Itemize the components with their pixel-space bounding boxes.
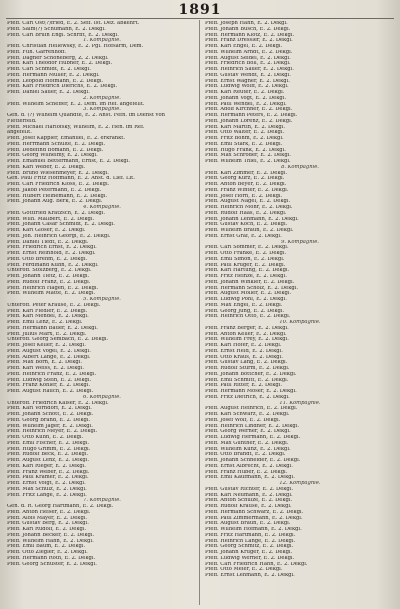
list-entry: Pfeff. Ludwig Wolff, E. 2. Dekgl. [205, 84, 289, 90]
list-entry: Pfeff. Johann Lorenz, E. 2. Dekgl. [205, 118, 293, 124]
list-entry: Pfeff. Wilhelm Thiel, E. 2. Dekgl. [205, 159, 291, 164]
list-entry: Pfeff. Carl Friedrich Hahn, E. 2. Dekgl. [205, 561, 308, 567]
list-entry: Pfeff. Johann Böttcher, E. 2. Dekgl. [205, 371, 297, 377]
list-entry: Pfeff. Michael Harlofsky, Wilhelm, E. 2. Hen. im Ref. [7, 124, 145, 130]
list-entry: Pfeff. August Braun, E. 2. Dekgl. [205, 521, 291, 527]
list-entry: Pfeff. Karl Rudolf, E. 2. Dekgl. [7, 527, 87, 532]
list-entry: Pfeff. Paul Ritter, E. 2. Dekgl. [205, 383, 282, 389]
list-entry: Pfeff. Friedrich Ernst, E. 2. Dekgl. [7, 245, 97, 251]
list-entry: Pfeff. Franz Berger, E. 2. Dekgl. [205, 325, 289, 331]
list-entry: Pfeff. Carl Schmidt, E. 2. Dekgl. [7, 67, 91, 72]
list-entry: Pfeff. Wilhelm Braun, E. 2. Dekgl. [205, 228, 294, 233]
list-entry: Pfeff. Ernst Wagner, E. 2. Dekgl. [205, 78, 290, 84]
list-entry: Pfeff. Johann Vogt, E. 2. Dekgl. [205, 95, 287, 101]
list-entry: Pfeff. Carl Ost(?)fried, E. 2. Seif. Ist. Dez. abkehrt. [7, 21, 140, 26]
list-entry: Pfeff. August Rauch, E. 2. Dekgl. [7, 389, 94, 394]
list-entry: Unteroff. Friedrich Kaiser, E. 2. Dekgl. [7, 400, 109, 406]
list-entry: Pfeff. Josef Kappler, Emanuel, E. 2. erkrankt. [7, 136, 126, 141]
list-entry: Pfeff. Wilhelm Arndt, E. 2. Dekgl. [205, 49, 293, 55]
list-entry: Pfeff. Ferdinand Kühn, E. 2. Dekgl. [7, 262, 99, 268]
list-entry: Pfeff. Gustav Berg, E. 2. Dekgl. [7, 521, 89, 527]
list-entry: Pfeff. Franz Weber, E. 2. Dekgl. [7, 469, 90, 475]
list-entry: Pfeff. Karl Gloser, E. 2. Dekgl. [7, 228, 86, 233]
list-entry: Pfeff. Karl Reuter, E. 2. Dekgl. [205, 90, 285, 95]
list-entry: Pfeff. Gustav Koch, E. 2. Dekgl. [205, 222, 288, 228]
list-entry: Pfeff. Johann Schott, E. 2. Dekgl. [7, 412, 94, 417]
list-entry: Pfeff. Max Schröder, E. 2. Dekgl. [205, 153, 291, 159]
list-entry: Pfeff. Paul Krüger, E. 2. Dekgl. [205, 262, 286, 268]
list-entry: Pfeff. Rudolf Franz, E. 2. Dekgl. [7, 279, 91, 285]
list-entry: Pfeff. Leopold Hofmann, E. 2. Dekgl. [7, 78, 104, 84]
list-entry: Pfeff. Carl Friedrich Kloss, E. 2. Dekgl. [7, 182, 110, 187]
list-entry: Pfeff. Gustav Lang, E. 2. Dekgl. [205, 360, 288, 366]
list-entry: Pfeff. Herrmann Schulte, E. 2. Dekgl. [7, 141, 106, 147]
list-entry: Pfeff. Otto Meier, E. 2. Dekgl. [205, 567, 283, 573]
list-entry: Pfeff. August Heinrich, E. 2. Dekgl. [205, 406, 298, 412]
list-entry: Pfeff. Ludwig Stein, E. 2. Dekgl. [7, 377, 92, 383]
list-entry: Pfeff. August Lenz, E. 2. Dekgl. [7, 458, 89, 463]
list-entry: Unteroff. Stolzberg, E. 2. Dekgl. [7, 268, 92, 274]
list-entry: Pfeff. Heinrich Otto, E. 2. Dekgl. [205, 314, 291, 320]
list-entry: Pfeff. Max Engel, E. 2. Dekgl. [205, 302, 283, 308]
list-entry: Pfeff. Jakob Petermann, E. 2. Dekgl. [7, 187, 102, 193]
list-entry: Pfeff. August Nagel, E. 2. Dekgl. [205, 199, 291, 205]
list-entry: Pfeff. Ludwig Werner, E. 2. Dekgl. [205, 555, 295, 561]
list-entry: Pfeff. Franz Winter, E. 2. Dekgl. [205, 187, 289, 193]
list-entry: Pfeff. Karl Hartung, E. 2. Dekgl. [205, 268, 290, 274]
list-entry: Pfeff. Ludwig Pohl, E. 2. Dekgl. [205, 297, 287, 302]
list-entry: Pfeff. Hermann Müller, E. 2. Dekgl. [7, 72, 100, 78]
list-entry: Pfeff. Johann Busch, E. 2. Dekgl. [205, 26, 291, 32]
list-entry: Pfeff. Karl Rieger, E. 2. Dekgl. [7, 463, 86, 469]
list-entry: Pfeff. Heinrich Lange, E. 2. Dekgl. [205, 538, 296, 544]
list-entry: Pfeff. Karl Schwarz, E. 2. Dekgl. [205, 412, 290, 417]
list-entry: Pfeff. August Vogel, E. 2. Dekgl. [7, 348, 91, 354]
section-heading: 6. Kompagnie. [83, 394, 121, 400]
list-entry: Pfeff. Johann Becker, E. 2. Dekgl. [7, 532, 95, 538]
list-entry: Pfeff. Emil Kaufmann, E. 2. Dekgl. [205, 475, 295, 481]
list-entry: Pfeff. Karl Mendel, E. 2. Dekgl. [7, 314, 89, 320]
list-entry: Pfeff. Daniel Sauer, E. 2. Dekgl. [7, 90, 90, 95]
list-entry: Pfeff. Salm(?) Schumann, E. 2. Dekgl. [7, 26, 106, 32]
right-column [205, 21, 395, 601]
list-entry: Pfeff. Heinrich Sauer, E. 2. Dekgl. [205, 67, 294, 72]
list-entry: Pfeff. Georg Schuster, E. 2. Dekgl. [7, 561, 97, 567]
list-entry: Pfeff. Fritz Heinze, E. 2. Dekgl. [205, 274, 287, 279]
section-heading: 5. Kompagnie. [83, 297, 121, 302]
list-entry: Pfeff. Fritz Dietrich, E. 2. Dekgl. [205, 394, 290, 400]
list-entry: Pfeff. Bruno Wiesenmeyer, E. 2. Dekgl. [7, 170, 109, 176]
list-entry: Pfeff. Heinrich Meyer, E. 2. Dekgl. [7, 429, 98, 435]
list-entry: Pfeff. Heinrich Lindner, E. 2. Dekgl. [205, 423, 299, 429]
page-number: 1891 [178, 2, 222, 18]
list-entry: Pfeff. Rudolf Sturm, E. 2. Dekgl. [205, 366, 290, 371]
list-entry: Pfeff. Paul Zimmermann, E. 2. Dekgl. [205, 515, 303, 521]
list-entry: Pfeff. August Seidel, E. 2. Dekgl. [205, 55, 291, 61]
list-entry: Pfeff. Karl Hofer, E. 2. Dekgl. [205, 343, 282, 348]
list-entry: Pfeff. Karl Vorndorf, E. 2. Dekgl. [7, 406, 92, 412]
list-entry: Pfeff. Hermann Klotz, E. 2. Dekgl. [205, 32, 295, 38]
list-entry: Pfeff. Hermann Scholz, E. 2. Dekgl. [205, 285, 298, 291]
header-rule [6, 18, 394, 19]
list-entry: Pfeff. Carl Sommer, E. 2. Dekgl. [205, 245, 289, 251]
list-entry: Pfeff. Emil Fischer, E. 2. Dekgl. [7, 440, 90, 446]
list-entry: Pfeff. Karl Neumann, E. 2. Dekgl. [205, 492, 293, 498]
list-entry: Pfeff. Anton Beyer, E. 2. Dekgl. [205, 182, 287, 187]
list-entry: Pfeff. Albert Lange, E. 2. Dekgl. [7, 354, 91, 360]
list-entry: Pfeff. Gustav Wendt, E. 2. Dekgl. [205, 72, 291, 78]
list-entry: Pfeff. Wilhelm Hofmann, E. 2. Dekgl. [205, 527, 302, 532]
list-entry: Pfeff. Hugo Frank, E. 2. Dekgl. [205, 147, 286, 153]
section-heading: 11. Kompagnie. [279, 400, 321, 406]
list-entry: Pfeff. Karl Weiss, E. 2. Dekgl. [7, 366, 84, 371]
list-entry: Pfeff. Wilhelm Frey, E. 2. Dekgl. [205, 337, 289, 343]
list-entry: Gen. d. R. Georg Hartmann, E. 2. Dekgl. [7, 504, 114, 509]
list-entry: Pfeff. Fritz Hartmann, E. 2. Dekgl. [205, 532, 296, 538]
list-entry: Pfeff. Otto Kraus, E. 2. Dekgl. [205, 354, 283, 360]
list-entry: Pfeff. Alois Mayer, E. 2. Dekgl. [7, 515, 88, 521]
list-entry: Pfeff. Johann Schneider, E. 2. Dekgl. [205, 458, 301, 463]
list-entry: Pfeff. Paul Kramer, E. 2. Dekgl. [7, 475, 89, 481]
list-entry: Pfeff. Hermann Roth, E. 2. Dekgl. [7, 555, 96, 561]
column-divider [199, 20, 200, 605]
list-entry: Pfeff. Fuh. Garrenhoff. [7, 49, 67, 55]
list-entry: Pfeff. Johann Tietz, E. 2. Dekgl. [7, 274, 90, 279]
list-entry: Pfeff. Johann Winkler, E. 2. Dekgl. [205, 279, 295, 285]
list-entry: Pfeff. Wilhelm Jäger, E. 2. Dekgl. [7, 423, 93, 429]
list-entry: Pfeff. Julius Marx, E. 2. Dekgl. [7, 331, 87, 337]
list-entry: Pfeff. Gustav Richter, E. 2. Dekgl. [205, 486, 294, 492]
list-entry: Pfeff. Georg Wilhelmy, E. 2. Dekgl. [7, 153, 98, 159]
list-entry: Pfeff. Georg Kurz, E. 2. Dekgl. [205, 176, 285, 182]
list-entry: Pfeff. Anton Schulze, E. 2. Dekgl. [205, 498, 293, 504]
list-entry: Pfeff. Friedrich Boll, E. 2. Dekgl. [205, 61, 291, 67]
list-entry: Pfeff. Heinrich Mohr, E. 2. Dekgl. [205, 205, 293, 210]
list-entry: Pfeff. Rudolf Haas, E. 2. Dekgl. [205, 210, 287, 216]
list-entry: Pfeff. Rudolf Krause, E. 2. Dekgl. [205, 504, 292, 509]
list-entry: Pfeff. Fritz Böhm, E. 2. Dekgl. [205, 136, 284, 141]
list-entry: Pfeff. Karl Theodor Hübner, E. 2. Dekgl. [7, 61, 113, 67]
list-entry: Pfeff. Emil Baum, E. 2. Dekgl. [7, 544, 86, 550]
list-entry: Pfeff. Max Schulz, E. 2. Dekgl. [7, 486, 87, 492]
list-entry: Pfeff. Emil Lenz, E. 2. Dekgl. [7, 320, 83, 325]
list-entry: Pfeff. Otto Brehm, E. 2. Dekgl. [7, 256, 88, 262]
list-entry: Pfeff. Franz Köhler, E. 2. Dekgl. [7, 383, 90, 389]
list-entry: Pfeff. Wilhelm Kunz, E. 2. Dekgl. [205, 446, 291, 452]
list-entry: Pfeff. Ludwig Hermann, E. 2. Dekgl. [205, 435, 301, 440]
list-entry: Pfeff. Hermann Peters, E. 2. Dekgl. [205, 113, 298, 118]
list-entry: Pfeff. Emil Stark, E. 2. Dekgl. [205, 141, 283, 147]
list-entry: Pfeff. Otto Brandt, E. 2. Dekgl. [205, 452, 286, 458]
list-entry: Pfeff. Ernst Voigt, E. 2. Dekgl. [7, 481, 86, 486]
list-entry: Pfeff. Heinrich Hagen, E. 2. Dekgl. [7, 285, 99, 291]
list-entry: Fletterfeld. [7, 118, 37, 124]
list-entry: Pfeff. Otto Ziegler, E. 2. Dekgl. [7, 550, 88, 555]
list-entry: Pfeff. August Möller, E. 2. Dekgl. [205, 291, 292, 297]
list-entry: Pfeff. Joseph Hahn, E. 2. Dekgl. [205, 21, 288, 26]
list-entry: Pfeff. Hermann Schwarz, E. 2. Dekgl. [205, 509, 304, 515]
list-entry: Pfeff. Josef Wolf, E. 2. Dekgl. [205, 417, 281, 423]
list-entry: Pfeff. Ernst Reinhold, E. 2. Dekgl. [7, 251, 96, 256]
list-entry: Pfeff. Karl Zimmer, E. 2. Dekgl. [205, 170, 288, 176]
list-entry: Pfeff. Georg Werner, E. 2. Dekgl. [205, 429, 291, 435]
list-entry: Pfeff. Emil Simon, E. 2. Dekgl. [205, 256, 285, 262]
list-entry: angefellt. [7, 130, 32, 136]
list-entry: Pfeff. Emil Schmitt, E. 2. Dekgl. [205, 377, 289, 383]
list-entry: Pfeff. Ernst Held, E. 2. Dekgl. [205, 348, 283, 354]
list-entry: Pfeff. Fritz Lange, E. 2. Dekgl. [7, 492, 87, 498]
list-entry: Pfeff. Hubert Heinemann, E. 2. Dekgl. [7, 193, 108, 199]
left-column [7, 21, 197, 601]
section-heading: 10. Kompagnie. [279, 320, 321, 325]
list-entry: Pfeff. Franz Huber, E. 2. Dekgl. [205, 469, 288, 475]
list-entry: Pfeff. Georg Schmitz, E. 2. Dekgl. [205, 544, 294, 550]
list-entry: Pfeff. Wilh. Mallbert, E. 2. Dekgl. [7, 216, 95, 222]
list-entry: Pfeff. Wilhelm Matte, E. 2. Dekgl. [7, 291, 96, 297]
list-entry: Gen. d. (?) Wilhelm Quandte, E. 2. Anst. Fefn. im Dienst von [7, 113, 165, 118]
list-entry: Pfeff. Max Günther, E. 2. Dekgl. [205, 440, 289, 446]
list-entry: Pfeff. Wilhelm Scheffer, E. 2. Dem. im Ref. angefellt. [7, 101, 145, 107]
list-entry: Pfeff. Rudolf Beck, E. 2. Dekgl. [7, 452, 89, 458]
list-entry: Pfeff. Georg Brand, E. 2. Dekgl. [7, 417, 91, 423]
list-entry: Pfeff. Otto Kuhn, E. 2. Dekgl. [7, 435, 84, 440]
list-entry: Pfeff. Karl Martin, E. 2. Dekgl. [205, 124, 285, 130]
list-entry: Pfeff. Karl Friedrich Dierichs, E. 2. Dekgl. [7, 84, 118, 90]
list-entry: Pfeff. Franz Dressler, E. 2. Dekgl. [205, 38, 293, 44]
list-entry: Pfeff. Ernst Lehmann, E. 2. Dekgl. [205, 573, 295, 578]
list-entry: Pfeff. Ernst Albrecht, E. 2. Dekgl. [205, 463, 293, 469]
list-entry: Pfeff. Josef Horn, E. 2. Dekgl. [205, 193, 283, 199]
section-heading: 2. Kompagnie. [83, 95, 121, 101]
list-entry: Pfeff. Karl Engel, E. 2. Dekgl. [205, 44, 283, 49]
section-heading: 1. Kompagnie. [83, 38, 121, 44]
list-entry: Pfeff. Anton Heiser, E. 2. Dekgl. [7, 509, 91, 515]
list-entry: Pfeff. Heinrich Franz, E. 2. Dekgl. [7, 371, 97, 377]
list-entry: Pfeff. Johann Cäsar Schmidt, E. 2. Dekgl. [7, 222, 115, 228]
list-entry: Pfeff. Emanuel Bettermann, Ernst, E. 2. Dekgl. [7, 159, 131, 164]
list-entry: Pfeff. Adolf Kirchner, E. 2. Dekgl. [205, 107, 293, 113]
list-entry: Pfeff. Hermann Moser, E. 2. Dekgl. [205, 389, 297, 394]
list-entry: Pfeff. Gottfried Kratzsch, E. 2. Dekgl. [7, 210, 105, 216]
list-entry: Pfeff. Karl Weber, E. 2. Dekgl. [7, 164, 86, 170]
list-entry: Pfeff. Johann Aug. Berk, E. 2. Dekgl. [7, 199, 103, 205]
list-entry: Pfeff. Otto Franke, E. 2. Dekgl. [205, 251, 287, 256]
list-entry: Pfeff. Georg Jung, E. 2. Dekgl. [205, 308, 285, 314]
section-heading: 7. Kompagnie. [83, 498, 121, 504]
section-heading: 12. Kompagnie. [279, 481, 321, 486]
list-entry: Pfeff. Dedefind Bomann, E. 2. Dekgl. [7, 147, 104, 153]
list-entry: Pfeff. Hermann Bauer, E. 2. Dekgl. [7, 325, 98, 331]
list-entry: Pfeff. Paul Wendel, E. 2. Dekgl. [205, 101, 287, 107]
list-entry: Pfeff. Otto Walter, E. 2. Dekgl. [205, 130, 285, 136]
list-entry: Pfeff. Ernst Graf, E. 2. Dekgl. [205, 233, 282, 239]
section-heading: 3. Kompagnie. [83, 107, 121, 113]
list-entry: Pfeff. Daniel Tiedt, E. 2. Dekgl. [7, 239, 89, 245]
list-entry: Pfeff. Christian Hellewsky, E. 2. Pgl. Hofsarm, Dem. [7, 44, 144, 49]
section-heading: 4. Kompagnie. [83, 205, 121, 210]
list-entry: Pfeff. Max Born, E. 2. Dekgl. [7, 360, 82, 366]
list-entry: Unteroff. Peter Krause, E. 2. Dekgl. [7, 302, 101, 308]
list-entry: Unteroff. Georg Sembach, E. 2. Dekgl. [7, 337, 109, 343]
list-entry: Pfeff. Karl Fiedler, E. 2. Dekgl. [7, 308, 88, 314]
section-heading: 9. Kompagnie. [281, 239, 319, 245]
list-entry: Pfeff. Wilhelm Hahn, E. 2. Dekgl. [7, 538, 94, 544]
list-entry: Pfeff. Carl Bruin Engl. Schrfft, E. 2. Dekgl. [7, 32, 119, 38]
list-entry: Pfeff. Anton Keller, E. 2. Dekgl. [205, 331, 287, 337]
list-entry: Pfeff. Johann Lehmann, E. 2. Dekgl. [205, 216, 299, 222]
list-entry: Pfeff. Joh. Heinrich Georgi, E. 2. Dekgl. [7, 233, 111, 239]
list-entry: Pfeff. Josef Keller, E. 2. Dekgl. [7, 343, 86, 348]
list-entry: Pfeff. Johann Krüger, E. 2. Dekgl. [205, 550, 293, 555]
list-entry: Gen. Paul Fritz Hoffmann, E. 2. Anst. d. Lief. Lit. [7, 176, 135, 182]
list-entry: Pfeff. Hugo Grimm, E. 2. Dekgl. [7, 446, 91, 452]
section-heading: 8. Kompagnie. [281, 164, 319, 170]
list-entry: Pfeff. Dagner Schöneberg, Z. 2. Dekgl. [7, 55, 109, 61]
